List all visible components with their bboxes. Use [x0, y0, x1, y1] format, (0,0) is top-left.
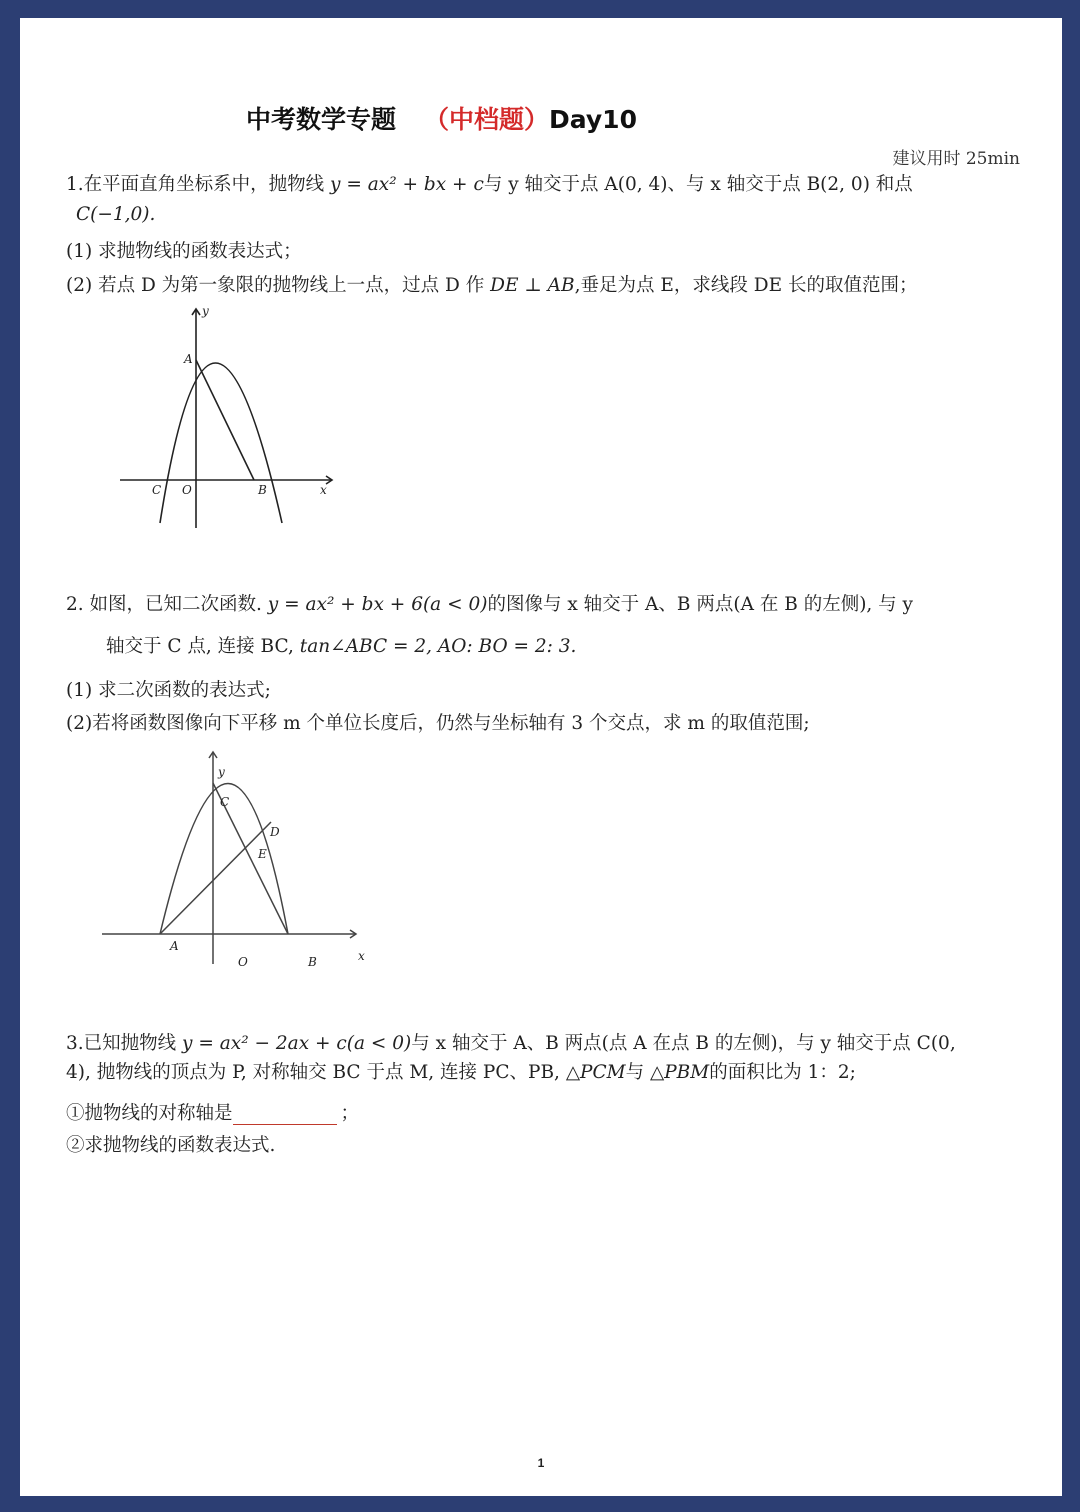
q2-segment-ad [160, 822, 271, 934]
q3-text-c: 4), 抛物线的顶点为 P, 对称轴交 BC 于点 M, 连接 PC、PB, [66, 1062, 566, 1083]
q2-line2 [106, 632, 576, 658]
q2-label-b: B [308, 955, 317, 969]
q1-part1: (1) 求抛物线的函数表达式； [66, 241, 302, 262]
q2-label-o: O [238, 955, 248, 969]
q3-text-d: 与 [625, 1062, 650, 1083]
title-main: 中考数学专题 [246, 105, 397, 134]
q3-line1 [66, 1029, 956, 1055]
q3-part2: ②求抛物线的函数表达式. [66, 1135, 276, 1156]
q2-label-y: y [218, 765, 225, 779]
suggested-time: 建议用时 25min [892, 149, 1020, 169]
q3-formula: y = ax² − 2ax + c(a < 0) [182, 1033, 412, 1054]
q3-text-a: 3.已知抛物线 [66, 1033, 183, 1054]
page-title [246, 100, 637, 136]
q3-triangle-pbm: △PBM [650, 1062, 710, 1083]
q1-p2-text-b: ,垂足为点 E，求线段 DE 长的取值范围； [574, 275, 918, 296]
q3-p1-text: ①抛物线的对称轴是 [66, 1103, 233, 1124]
q1-p2-formula: DE ⊥ AB [490, 275, 575, 296]
q2-formula: y = ax² + bx + 6(a < 0) [267, 594, 488, 615]
q2-part2: (2)若将函数图像向下平移 m 个单位长度后，仍然与坐标轴有 3 个交点，求 m 的取值范围; [66, 713, 810, 734]
answer-blank[interactable] [233, 1106, 337, 1125]
q2-figure [96, 742, 366, 972]
q3-text-e: 的面积比为 1：2; [709, 1062, 856, 1083]
q1-line1 [66, 170, 913, 196]
q1-text-a: 1.在平面直角坐标系中，抛物线 [66, 174, 331, 195]
q1-label-a: A [184, 352, 193, 366]
q1-formula: y = ax² + bx + c [330, 174, 484, 195]
q2-label-e: E [258, 847, 267, 861]
q1-label-o: O [182, 483, 192, 497]
q2-line1 [66, 590, 913, 616]
q3-triangle-pcm: △PCM [565, 1062, 626, 1083]
q1-label-y: y [202, 304, 209, 318]
q2-label-c: C [220, 795, 230, 809]
q2-text-b: 的图像与 x 轴交于 A、B 两点(A 在 B 的左侧), 与 y [487, 594, 914, 615]
q1-label-b: B [258, 483, 267, 497]
q2-text-a: 2. 如图，已知二次函数. [66, 594, 268, 615]
q1-line2: C(−1,0). [76, 204, 156, 225]
q1-part2 [66, 271, 917, 297]
page-number: 1 [537, 1456, 545, 1470]
q2-formula-tan: tan∠ABC = 2, AO: BO = 2: 3. [299, 636, 577, 657]
q1-figure [110, 303, 350, 543]
q2-part1: (1) 求二次函数的表达式; [66, 680, 271, 701]
q1-label-x: x [320, 483, 327, 497]
q3-text-b: 与 x 轴交于 A、B 两点(点 A 在点 B 的左侧)，与 y 轴交于点 C(0, [411, 1033, 956, 1054]
q1-p2-text-a: (2) 若点 D 为第一象限的抛物线上一点，过点 D 作 [66, 275, 491, 296]
q2-label-d: D [270, 825, 280, 839]
q1-label-c: C [152, 483, 162, 497]
title-highlight: （中档题） [424, 105, 550, 134]
q3-line2 [66, 1058, 856, 1084]
q1-segment-ab [196, 360, 254, 480]
q2-label-x: x [358, 949, 365, 963]
q3-p1-end: ； [340, 1103, 360, 1124]
q3-part1 [66, 1099, 359, 1125]
q2-label-a: A [170, 939, 179, 953]
title-day: Day10 [549, 105, 637, 134]
worksheet-page [20, 18, 1062, 1496]
q1-text-b: 与 y 轴交于点 A(0, 4)、与 x 轴交于点 B(2, 0) 和点 [483, 174, 913, 195]
q2-text-c: 轴交于 C 点, 连接 BC, [106, 636, 300, 657]
q1-parabola [160, 363, 282, 523]
